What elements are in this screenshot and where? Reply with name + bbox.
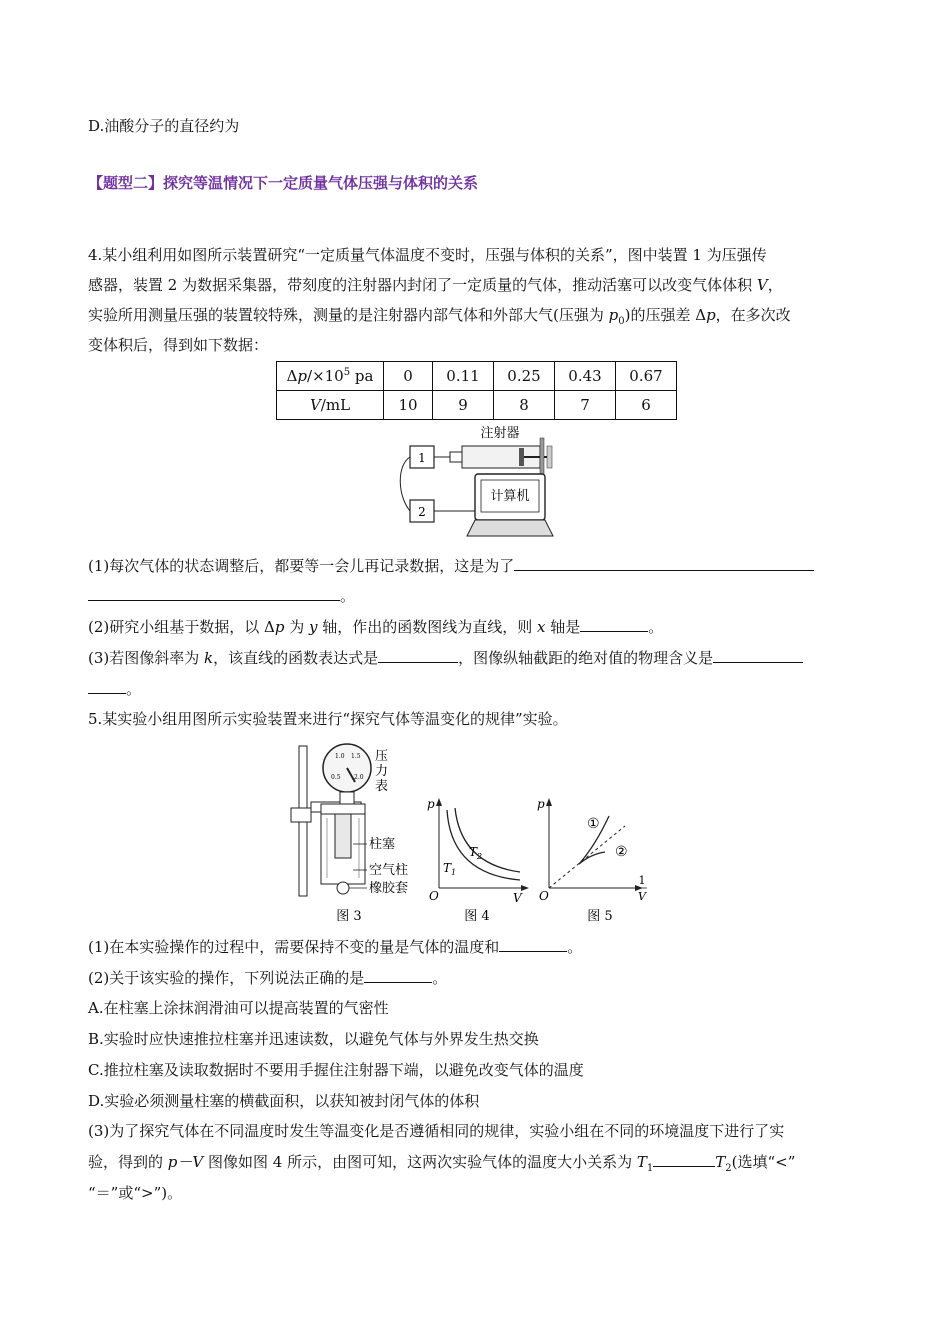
plunger — [335, 814, 351, 858]
q5-option-a: A.在柱塞上涂抹润滑油可以提高装置的气密性 — [88, 999, 389, 1017]
p-label: p — [427, 797, 435, 811]
plunger-label: 柱塞 — [369, 837, 396, 852]
answer-blank[interactable] — [514, 556, 814, 571]
dial-label: 0.5 — [331, 774, 341, 781]
q5-sub3-line2: 验，得到的 p－V 图像如图 4 所示，由图可知，这两次实验气体的温度大小关系为 $T_1$ $T_2$(选填“<” — [88, 1153, 796, 1174]
clamp — [291, 808, 311, 822]
v-axis-arrow — [521, 885, 529, 891]
syringe-thumb — [547, 446, 552, 468]
rubber-cap-label: 橡胶套 — [369, 881, 409, 896]
dp-cell: 0 — [384, 362, 433, 391]
keyboard — [467, 520, 553, 536]
figure-4-pv-graph — [425, 796, 535, 930]
v-cell: 6 — [616, 391, 677, 420]
p-label: p — [537, 797, 545, 811]
answer-blank[interactable] — [499, 937, 567, 952]
figure-3-apparatus — [285, 738, 425, 930]
q4-line4: 变体积后，得到如下数据： — [88, 336, 269, 354]
dp-cell: 0.25 — [494, 362, 555, 391]
answer-blank[interactable] — [88, 679, 126, 694]
ideal-line — [549, 826, 625, 888]
q4-sub1: (1)每次气体的状态调整后，都要等一会儿再记录数据，这是为了 — [88, 556, 864, 576]
q5-option-d: D.实验必须测量柱塞的横截面积，以获知被封闭气体的体积 — [88, 1092, 480, 1110]
q4-line3: 实验所用测量压强的装置较特殊，测量的是注射器内部气体和外部大气(压强为 $p_0$)的压强差 Δp，在多次改 — [88, 306, 791, 327]
gauge-label-char: 压 — [375, 749, 389, 764]
rubber-cap — [337, 882, 349, 894]
q5-option-b: B.实验时应快速推拉柱塞并迅速读数，以避免气体与外界发生热交换 — [88, 1030, 539, 1048]
t2-label: $T_2$ — [469, 845, 483, 861]
v-header-cell: V/mL — [277, 391, 384, 420]
q4-sub3-cont: 。 — [88, 679, 864, 699]
option-d-text: D.油酸分子的直径约为 — [88, 117, 240, 135]
air-column-label: 空气柱 — [369, 863, 409, 878]
isotherm-t2 — [455, 808, 520, 872]
dial-label: 2.0 — [354, 774, 364, 781]
dp-cell: 0.43 — [555, 362, 616, 391]
t1-label: $T_1$ — [443, 861, 457, 877]
syringe-flange — [540, 438, 544, 476]
q4-data-table — [276, 361, 677, 420]
v-label: V — [513, 891, 522, 905]
q5-sub1: (1)在本实验操作的过程中，需要保持不变的量是气体的温度和 。 — [88, 938, 583, 956]
q4-line2: 感器，装置 2 为数据采集器，带刻度的注射器内封闭了一定质量的气体，推动活塞可以改变气体体积 V， — [88, 276, 783, 294]
answer-blank[interactable] — [88, 586, 340, 601]
q5-sub2: (2)关于该实验的操作，下列说法正确的是 。 — [88, 969, 448, 987]
dial-label: 1.0 — [335, 753, 345, 760]
gauge-stem — [340, 792, 354, 804]
figure-3-caption: 图 3 — [336, 909, 362, 924]
computer-label: 计算机 — [490, 489, 530, 504]
section-heading: 【题型二】探究等温情况下一定质量气体压强与体积的关系 — [88, 174, 479, 192]
figure-5-p-inverse-v-graph — [535, 796, 660, 930]
origin-label: O — [539, 889, 549, 903]
v-cell: 10 — [384, 391, 433, 420]
v-cell: 8 — [494, 391, 555, 420]
figure-5-caption: 图 5 — [587, 909, 613, 924]
v-cell: 7 — [555, 391, 616, 420]
table-row — [277, 391, 677, 420]
coupler — [321, 804, 365, 814]
q4-sub1-cont: 。 — [88, 586, 864, 606]
dp-header-cell: $\Delta p/\times 10^5$ pa — [277, 362, 384, 391]
answer-blank[interactable] — [653, 1152, 715, 1167]
q4-sub2: (2)研究小组基于数据，以 Δp 为 y 轴，作出的函数图线为直线，则 x 轴是 。 — [88, 618, 664, 636]
curve-2 — [579, 852, 605, 864]
answer-blank[interactable] — [580, 617, 648, 632]
cable — [400, 457, 410, 511]
v-cell: 9 — [433, 391, 494, 420]
origin-label: O — [429, 889, 439, 903]
v-label: V — [638, 890, 646, 903]
device-1-label: 1 — [418, 451, 426, 465]
q4-sub3: (3)若图像斜率为 k，该直线的函数表达式是 ，图像纵轴截距的绝对值的物理含义是 — [88, 648, 864, 668]
syringe-tip — [450, 452, 462, 462]
answer-blank[interactable] — [713, 648, 803, 663]
figure-4-caption: 图 4 — [464, 909, 490, 924]
curve-1-label: ① — [587, 816, 600, 832]
answer-blank[interactable] — [364, 968, 432, 983]
syringe-plunger-head — [519, 448, 524, 466]
dp-cell: 0.67 — [616, 362, 677, 391]
q5-sub3-line1: (3)为了探究气体在不同温度时发生等温变化是否遵循相同的规律，实验小组在不同的环境温度下进行了实 — [88, 1122, 785, 1140]
answer-blank[interactable] — [378, 648, 458, 663]
syringe-setup-figure — [395, 420, 565, 540]
curve-2-label: ② — [615, 844, 628, 860]
dial-label: 1.5 — [351, 753, 361, 760]
one-label: 1 — [638, 874, 646, 887]
dp-cell: 0.11 — [433, 362, 494, 391]
p-axis-arrow — [546, 798, 552, 806]
device-2-label: 2 — [418, 505, 426, 519]
p-axis-arrow — [436, 798, 442, 806]
q5-intro: 5.某实验小组用图所示实验装置来进行“探究气体等温变化的规律”实验。 — [88, 710, 568, 728]
gauge-label-char: 表 — [375, 779, 389, 794]
table-row — [277, 362, 677, 391]
gauge-label-char: 力 — [375, 764, 389, 779]
q5-sub3-line3: “＝”或“>”)。 — [88, 1184, 183, 1202]
q4-line1: 4.某小组利用如图所示装置研究“一定质量气体温度不变时，压强与体积的关系”，图中装置 1 为压强传 — [88, 246, 767, 264]
q5-option-c: C.推拉柱塞及读取数据时不要用手握住注射器下端，以避免改变气体的温度 — [88, 1061, 584, 1079]
syringe-label: 注射器 — [480, 426, 520, 441]
